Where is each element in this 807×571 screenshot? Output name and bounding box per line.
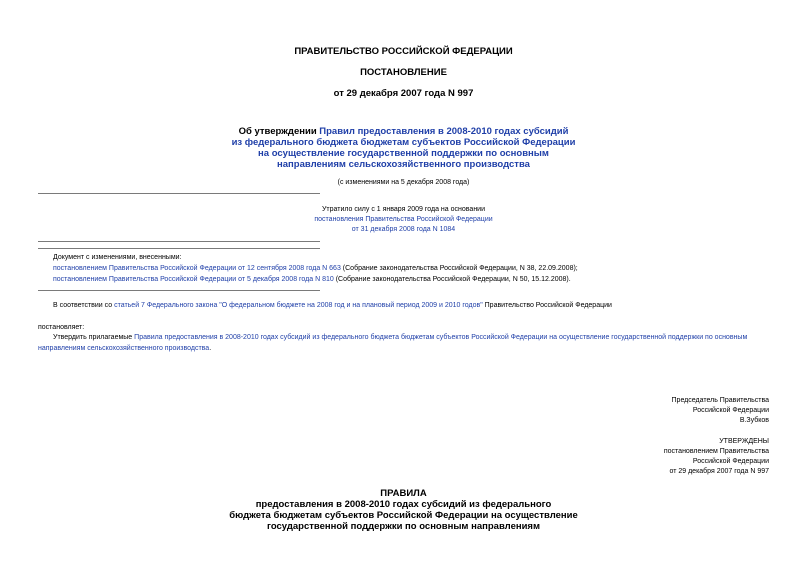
document-type: ПОСТАНОВЛЕНИЕ bbox=[360, 67, 447, 78]
title-link-line-3[interactable]: на осуществление государственной поддержки по основным bbox=[258, 148, 549, 159]
body-paragraph-1 bbox=[53, 302, 612, 309]
body-paragraph-2-continued bbox=[38, 345, 211, 352]
divider bbox=[38, 241, 320, 242]
decree-word: постановляет: bbox=[38, 324, 85, 331]
divider bbox=[38, 193, 320, 194]
title-link-line-4[interactable]: направлениям сельскохозяйственного производства bbox=[277, 159, 530, 170]
rules-title-line-3: государственной поддержки по основным направлениям bbox=[267, 521, 540, 532]
paragraph-2-end: . bbox=[209, 345, 212, 352]
document-title-line-1 bbox=[0, 126, 807, 137]
title-rules-link[interactable]: Правил предоставления в 2008-2010 годах субсидий bbox=[319, 126, 569, 137]
changes-item-2 bbox=[53, 276, 571, 283]
title-link-line-2[interactable]: из федерального бюджета бюджетам субъектов Российской Федерации bbox=[231, 137, 576, 148]
government-heading: ПРАВИТЕЛЬСТВО РОССИЙСКОЙ ФЕДЕРАЦИИ bbox=[294, 46, 513, 57]
rules-title-line-2: бюджета бюджетам субъектов Российской Федерации на осуществление bbox=[229, 510, 578, 521]
title-prefix: Об утверждении bbox=[238, 126, 320, 137]
change-source-1: (Собрание законодательства Российской Федерации, N 38, 22.09.2008); bbox=[340, 265, 578, 272]
paragraph-1-start: В соответствии со bbox=[53, 302, 115, 309]
signature-country: Российской Федерации bbox=[692, 407, 769, 414]
approved-date: от 29 декабря 2007 года N 997 bbox=[669, 468, 769, 475]
amended-note: (с изменениями на 5 декабря 2008 года) bbox=[337, 179, 470, 186]
expired-decree-link[interactable]: постановления Правительства Российской Федерации bbox=[314, 216, 493, 223]
rules-title-line-1: предоставления в 2008-2010 годах субсидий из федерального bbox=[255, 499, 552, 510]
change-decree-810-link[interactable]: постановлением Правительства Российской Федерации от 5 декабря 2008 года N 810 bbox=[53, 276, 334, 283]
changes-intro: Документ с изменениями, внесенными: bbox=[53, 254, 182, 261]
expired-decree-date-link[interactable]: от 31 декабря 2008 года N 1084 bbox=[351, 226, 456, 233]
change-decree-663-link[interactable]: постановлением Правительства Российской Федерации от 12 сентября 2008 года N 663 bbox=[53, 265, 341, 272]
approved-heading: УТВЕРЖДЕНЫ bbox=[719, 438, 769, 445]
body-paragraph-2 bbox=[53, 334, 747, 341]
rules-heading: ПРАВИЛА bbox=[380, 488, 427, 499]
paragraph-1-end: Правительство Российской Федерации bbox=[482, 302, 612, 309]
divider bbox=[38, 248, 320, 249]
paragraph-2-start: Утвердить прилагаемые bbox=[53, 334, 135, 341]
divider bbox=[38, 290, 320, 291]
signature-position: Председатель Правительства bbox=[671, 397, 769, 404]
change-source-2: (Собрание законодательства Российской Федерации, N 50, 15.12.2008). bbox=[333, 276, 571, 283]
federal-law-link[interactable]: статьей 7 Федерального закона "О федеральном бюджете на 2008 год и на плановый период 2009 и 2010 годов" bbox=[114, 302, 483, 309]
approved-country: Российской Федерации bbox=[692, 458, 769, 465]
approved-rules-link[interactable]: Правила предоставления в 2008-2010 годах субсидий из федерального бюджета бюджетам субъектов Российской Федерации на осуществление государственной поддержки по основным bbox=[134, 334, 748, 341]
expired-line-1: Утратило силу с 1 января 2009 года на основании bbox=[321, 206, 486, 213]
document-date-number: от 29 декабря 2007 года N 997 bbox=[333, 88, 474, 99]
approved-rules-link-continued[interactable]: направлениям сельскохозяйственного производства bbox=[38, 345, 210, 352]
approved-by-decree: постановлением Правительства bbox=[663, 448, 769, 455]
signature-name: В.Зубков bbox=[739, 417, 769, 424]
changes-item-1 bbox=[53, 265, 578, 272]
